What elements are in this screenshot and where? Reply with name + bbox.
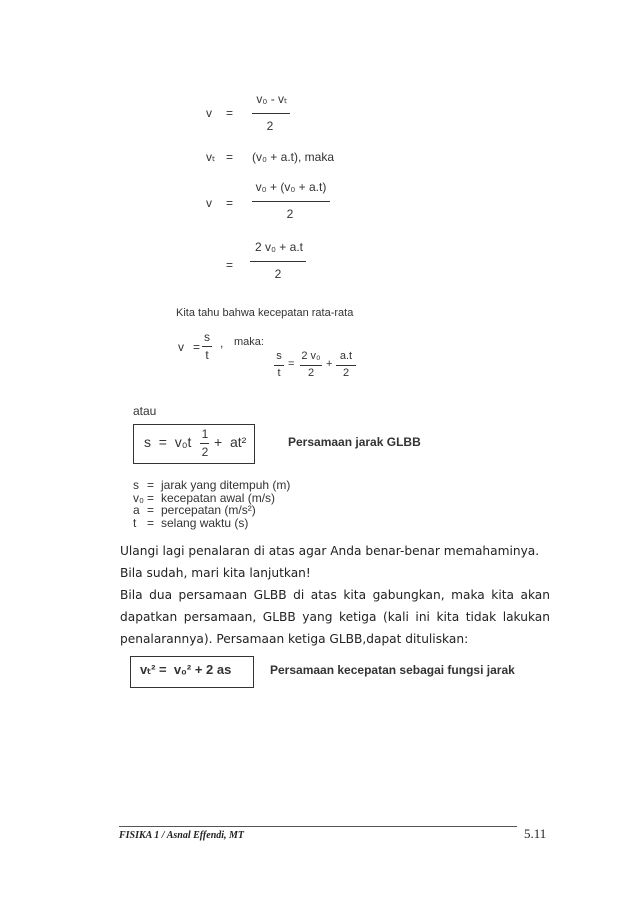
eq6-numerator-1: s [276,350,282,362]
page-number: 5.11 [524,826,547,841]
paragraph-3-line-2: dapatkan persamaan, GLBB yang ketiga (kali ini kita tidak lakukan [120,610,550,624]
definition-desc: selang waktu (s) [161,515,249,530]
eq4-denominator: 2 [274,267,282,281]
eq3-numerator: v₀ + (v₀ + a.t) [255,180,327,194]
eq2-equals: = [226,150,234,164]
distance-formula-left: s = v₀t [144,434,192,450]
eq3-lhs: v [206,196,212,210]
eq5-lhs: v [178,340,184,354]
eq5-equals: = [193,340,201,354]
footer-rule [119,826,517,827]
distance-formula-half-den: 2 [201,445,209,459]
eq6-denominator-3: 2 [342,367,350,379]
distance-formula-tail: + at² [214,434,247,450]
eq5-fraction-bar [202,346,212,347]
eq6-equals: = [288,358,295,370]
eq2-rhs: (v₀ + a.t), maka [252,150,335,164]
definition-symbol: t [133,515,137,530]
distance-formula-label: Persamaan jarak GLBB [288,435,421,449]
eq1-lhs: v [206,106,212,120]
definition-equals: = [147,515,155,530]
eq5-denominator: t [205,348,209,362]
eq6-denominator-1: t [277,367,281,379]
eq3-denominator: 2 [286,207,294,221]
eq2-lhs: vₜ [206,150,216,164]
paragraph-3-line-3: penalarannya). Persamaan ketiga GLBB,dapat dituliskan: [120,632,469,646]
paragraph-2: Bila sudah, mari kita lanjutkan! [120,566,311,580]
eq6-fraction-bar-3 [336,365,356,366]
eq4-equals: = [226,258,234,272]
eq1-fraction-bar [252,113,290,114]
eq6-numerator-3: a.t [339,350,353,362]
definition-item [133,517,290,530]
eq5-numerator: s [204,330,210,344]
atau-label: atau [133,404,157,418]
definition-desc: percepatan (m/s²) [161,503,256,517]
eq4-fraction-bar [250,261,306,262]
intro-text: Kita tahu bahwa kecepatan rata-rata [176,307,354,319]
definition-symbol: v₀ [133,490,144,505]
eq3-fraction-bar [252,201,330,202]
eq5-separator: , [220,336,224,350]
eq4-numerator: 2 v₀ + a.t [254,240,303,254]
distance-formula-half-num: 1 [201,427,209,441]
eq5-maka: maka: [234,336,264,348]
eq1-denominator: 2 [266,119,274,133]
definition-desc: jarak yang ditempuh (m) [161,478,291,492]
definition-equals: = [147,503,155,517]
eq1-equals: = [226,106,234,120]
eq6-plus: + [326,358,333,370]
definition-equals: = [147,490,155,505]
definition-symbol: s [133,478,139,492]
eq6-numerator-2: 2 v₀ [301,350,321,362]
eq1-numerator: v₀ - vₜ [256,92,288,106]
eq6-fraction-bar-2 [300,365,322,366]
velocity-formula: vₜ² = v₀² + 2 as [140,662,232,677]
eq6-denominator-2: 2 [307,367,315,379]
footer-author: FISIKA 1 / Asnal Effendi, MT [119,830,245,841]
definition-desc: kecepatan awal (m/s) [161,490,276,505]
definitions-list [133,479,290,529]
eq6-fraction-bar-1 [274,365,284,366]
paragraph-3-line-1: Bila dua persamaan GLBB di atas kita gabungkan, maka kita akan [120,588,550,602]
distance-formula-half-bar [200,443,209,444]
definition-symbol: a [133,503,140,517]
definition-equals: = [147,478,155,492]
velocity-formula-label: Persamaan kecepatan sebagai fungsi jarak [270,663,515,677]
eq3-equals: = [226,196,234,210]
paragraph-1: Ulangi lagi penalaran di atas agar Anda benar-benar memahaminya. [120,544,540,558]
